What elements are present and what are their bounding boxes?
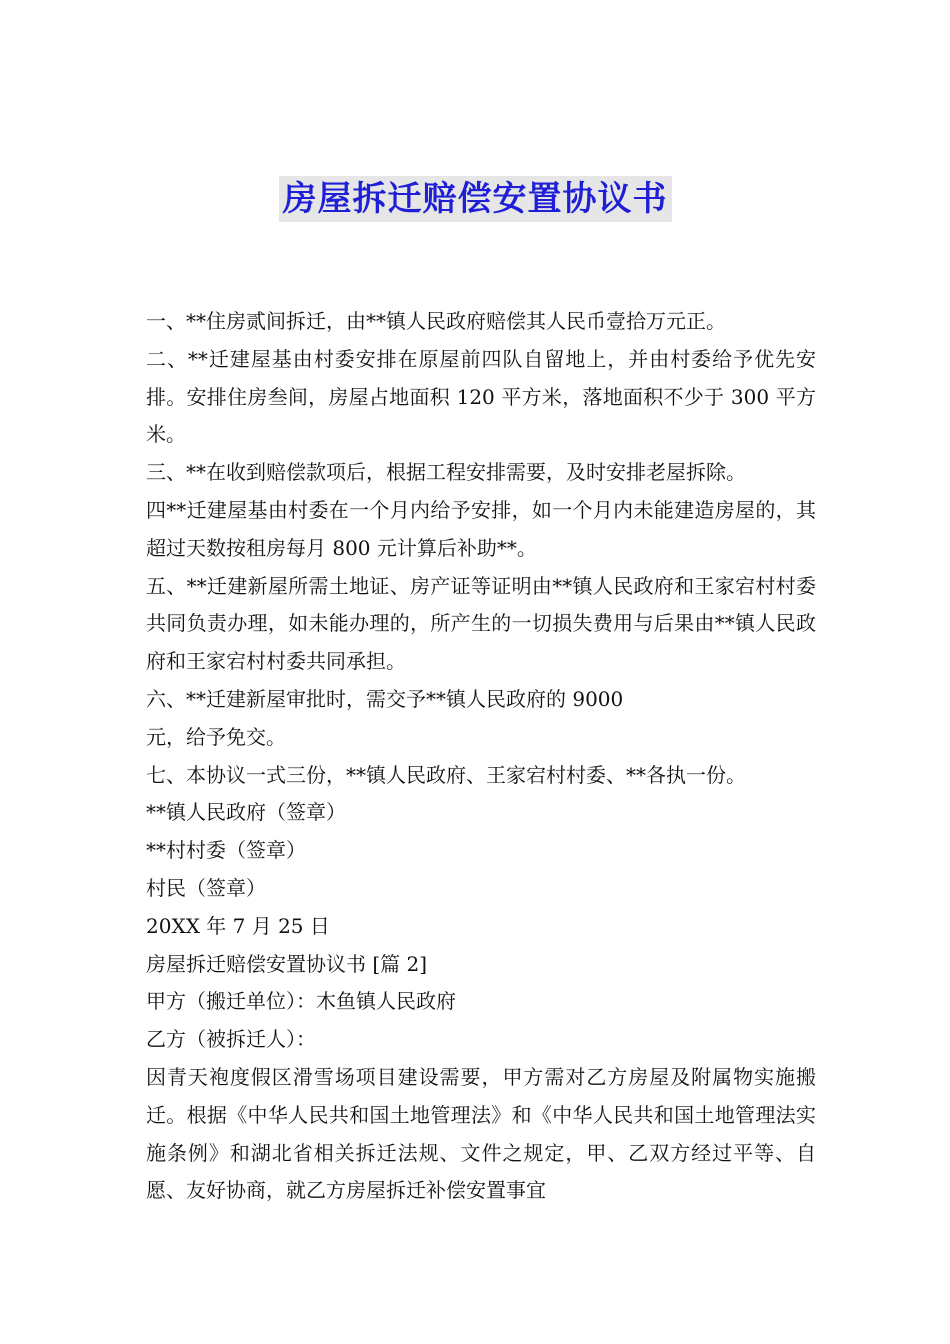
signature-town-government: **镇人民政府（签章） [146,800,346,825]
document-body [146,303,816,1210]
paragraph-item-3: 三、**在收到赔偿款项后，根据工程安排需要，及时安排老屋拆除。 [146,460,746,485]
paragraph-item-1: 一、**住房贰间拆迁，由**镇人民政府赔偿其人民币壹拾万元正。 [146,309,726,333]
paragraph-item-4: 四**迁建屋基由村委在一个月内给予安排，如一个月内未能建造房屋的，其超过天数按租房每月 800 元计算后补助**。 [146,497,816,560]
party-b-line: 乙方（被拆迁人）： [146,1027,316,1052]
document-date: 20XX 年 7 月 25 日 [146,913,330,938]
paragraph-item-7: 七、本协议一式三份，**镇人民政府、王家宕村村委、**各执一份。 [146,762,746,787]
signature-village-committee: **村村委（签章） [146,838,306,863]
paragraph-item-5: 五、**迁建新屋所需土地证、房产证等证明由**镇人民政府和王家宕村村委共同负责办理，如未能办理的，所产生的一切损失费用与后果由**镇人民政府和王家宕村村委共同承担。 [146,573,816,674]
section-heading-part-2: 房屋拆迁赔偿安置协议书 [篇 2] [146,951,428,976]
paragraph-item-6-continued: 元，给予免交。 [146,724,286,749]
party-a-line: 甲方（搬迁单位）：木鱼镇人民政府 [146,989,456,1014]
signature-villager: 村民（签章） [146,875,266,900]
title-container [0,176,950,222]
paragraph-item-6: 六、**迁建新屋审批时，需交予**镇人民政府的 9000 [146,686,624,711]
document-title: 房屋拆迁赔偿安置协议书 [279,176,672,222]
intro-paragraph: 因青天袍度假区滑雪场项目建设需要，甲方需对乙方房屋及附属物实施搬迁。根据《中华人民共和国土地管理法》和《中华人民共和国土地管理法实施条例》和湖北省相关拆迁法规、文件之规定，甲、乙双方经过平等、自愿、友好协商，就乙方房屋拆迁补偿安置事宜 [146,1064,816,1203]
paragraph-item-2: 二、**迁建屋基由村委安排在原屋前四队自留地上，并由村委给予优先安排。安排住房叁间，房屋占地面积 120 平方米，落地面积不少于 300 平方米。 [146,346,816,447]
